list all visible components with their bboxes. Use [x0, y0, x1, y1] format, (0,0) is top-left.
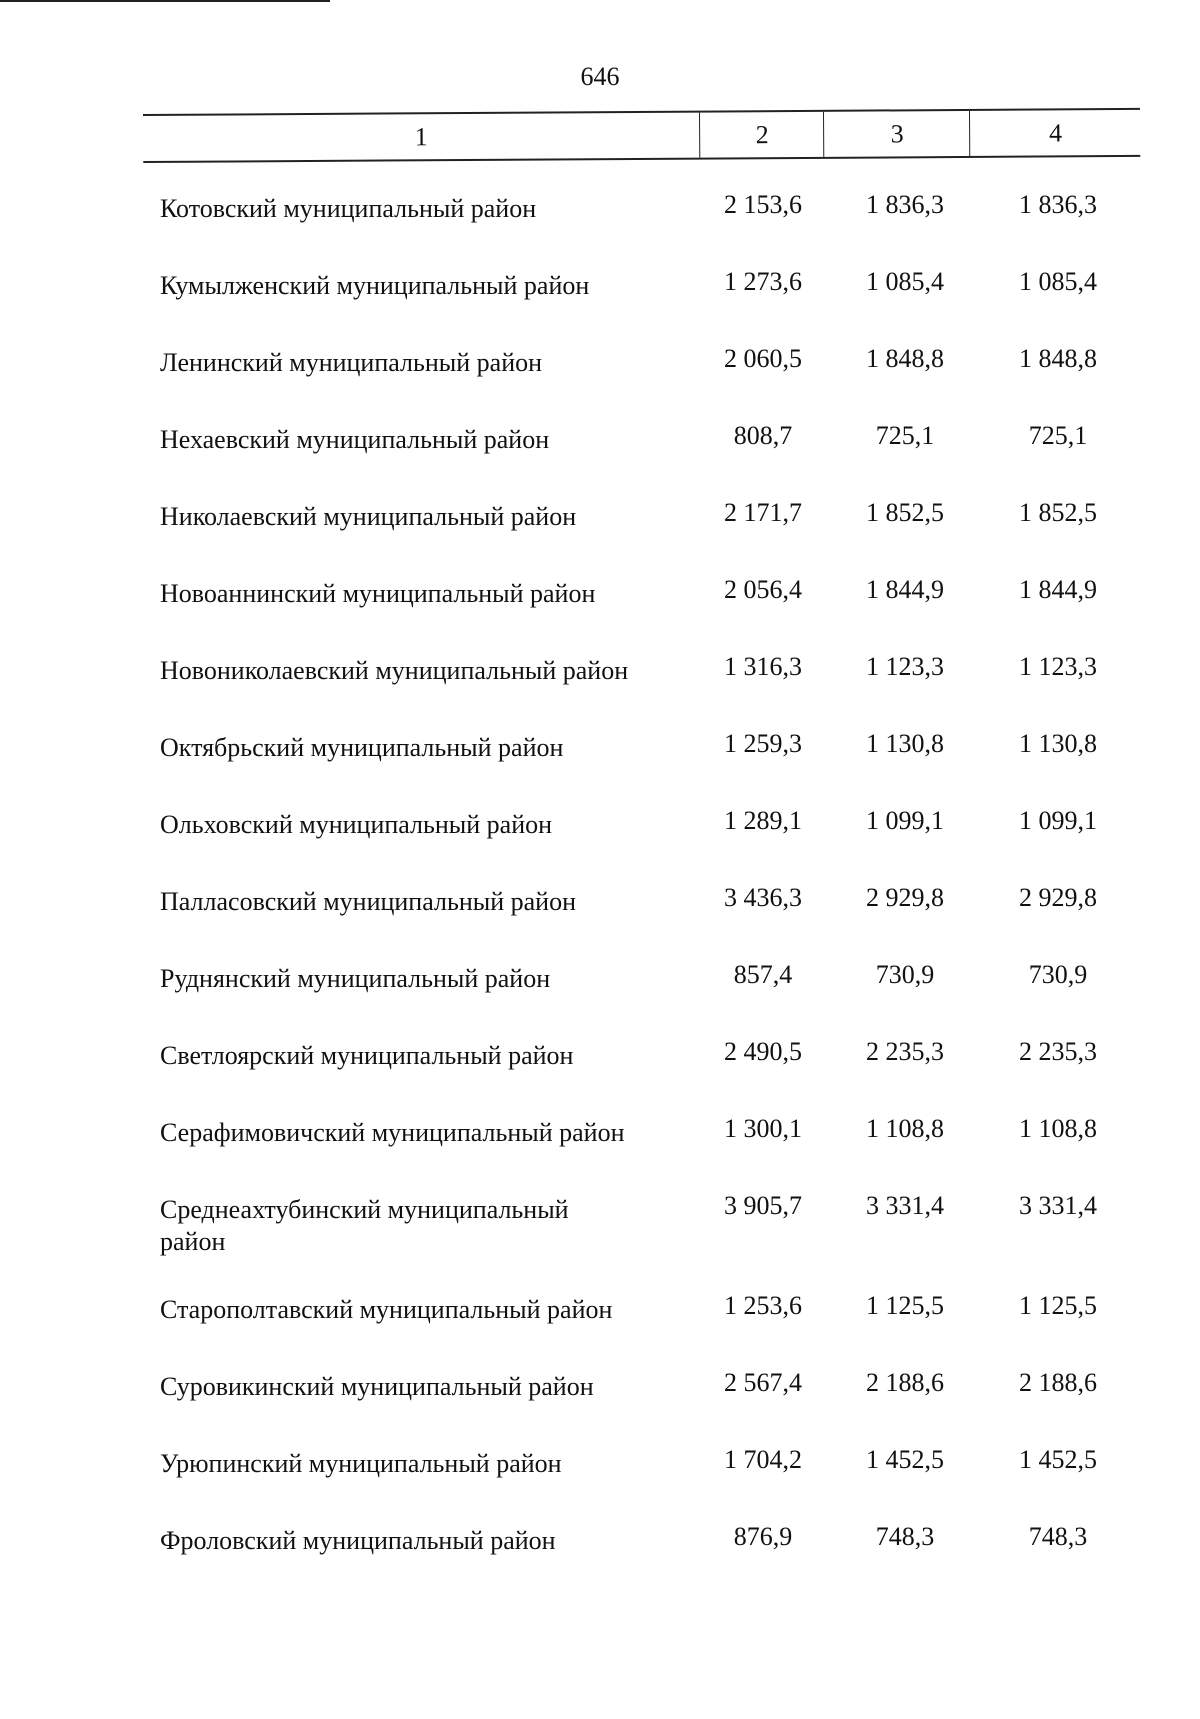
district-name: Урюпинский муниципальный район	[160, 1449, 562, 1478]
district-name: Среднеахтубинский муниципальный район	[160, 1195, 569, 1256]
value-col-3: 730,9	[875, 960, 935, 989]
value-col-3: 3 331,4	[866, 1191, 944, 1220]
table-row	[143, 876, 1140, 953]
value-col-4: 1 452,5	[1019, 1445, 1097, 1474]
table-header	[143, 108, 1140, 163]
value-col-4: 1 852,5	[1019, 498, 1097, 527]
value-col-3: 2 235,3	[866, 1037, 944, 1066]
value-col-2: 1 289,1	[724, 806, 802, 835]
district-name: Новоаннинский муниципальный район	[160, 579, 596, 608]
table-row	[143, 260, 1140, 337]
district-name: Новониколаевский муниципальный район	[160, 656, 629, 685]
table-row	[143, 491, 1140, 568]
table-row	[143, 1438, 1140, 1515]
header-col-3: 3	[823, 111, 970, 157]
value-col-3: 1 836,3	[866, 190, 944, 219]
page-corner-line	[0, 0, 330, 2]
value-col-4: 2 188,6	[1019, 1368, 1097, 1397]
district-name: Светлоярский муниципальный район	[160, 1041, 574, 1070]
district-name: Палласовский муниципальный район	[160, 887, 576, 916]
value-col-2: 2 056,4	[724, 575, 802, 604]
value-col-4: 1 848,8	[1019, 344, 1097, 373]
table-row	[143, 1030, 1140, 1107]
value-col-4: 748,3	[1028, 1522, 1088, 1551]
table-row	[143, 1515, 1140, 1592]
district-name: Николаевский муниципальный район	[160, 502, 577, 531]
district-name: Нехаевский муниципальный район	[160, 425, 550, 454]
value-col-2: 2 171,7	[724, 498, 802, 527]
value-col-2: 3 436,3	[724, 883, 802, 912]
value-col-3: 748,3	[875, 1522, 935, 1551]
table-row	[143, 1107, 1140, 1184]
table-row	[143, 799, 1140, 876]
value-col-4: 2 929,8	[1019, 883, 1097, 912]
table-row	[143, 568, 1140, 645]
value-col-4: 1 125,5	[1019, 1291, 1097, 1320]
table-row	[143, 1184, 1140, 1284]
table-row	[143, 722, 1140, 799]
district-name: Кумылженский муниципальный район	[160, 271, 590, 300]
value-col-2: 2 153,6	[724, 190, 802, 219]
district-name: Руднянский муниципальный район	[160, 964, 551, 993]
value-col-3: 1 108,8	[866, 1114, 944, 1143]
value-col-2: 1 259,3	[724, 729, 802, 758]
value-col-2: 876,9	[733, 1522, 793, 1551]
table-row	[143, 414, 1140, 491]
value-col-3: 1 848,8	[866, 344, 944, 373]
value-col-4: 2 235,3	[1019, 1037, 1097, 1066]
value-col-2: 2 567,4	[724, 1368, 802, 1397]
table-row	[143, 337, 1140, 414]
value-col-3: 1 852,5	[866, 498, 944, 527]
table-row	[143, 183, 1140, 260]
value-col-2: 1 704,2	[724, 1445, 802, 1474]
value-col-2: 2 060,5	[724, 344, 802, 373]
district-name: Суровикинский муниципальный район	[160, 1372, 594, 1401]
value-col-4: 725,1	[1028, 421, 1088, 450]
value-col-2: 1 316,3	[724, 652, 802, 681]
value-col-4: 1 108,8	[1019, 1114, 1097, 1143]
header-col-1: 1	[414, 122, 428, 152]
value-col-3: 1 125,5	[866, 1291, 944, 1320]
value-col-3: 2 929,8	[866, 883, 944, 912]
value-col-3: 1 085,4	[866, 267, 944, 296]
value-col-4: 3 331,4	[1019, 1191, 1097, 1220]
table-body	[143, 183, 1140, 1592]
district-name: Фроловский муниципальный район	[160, 1526, 556, 1555]
value-col-3: 2 188,6	[866, 1368, 944, 1397]
district-name: Котовский муниципальный район	[160, 194, 537, 223]
page-number: 646	[580, 62, 620, 91]
table-row	[143, 645, 1140, 722]
value-col-2: 2 490,5	[724, 1037, 802, 1066]
table-row	[143, 1284, 1140, 1361]
data-table	[143, 114, 1140, 1592]
header-col-2: 2	[699, 112, 824, 158]
value-col-4: 730,9	[1028, 960, 1088, 989]
district-name: Ольховский муниципальный район	[160, 810, 553, 839]
value-col-3: 1 123,3	[866, 652, 944, 681]
district-name: Октябрьский муниципальный район	[160, 733, 564, 762]
value-col-4: 1 099,1	[1019, 806, 1097, 835]
header-col-4: 4	[969, 110, 1141, 156]
value-col-2: 3 905,7	[724, 1191, 802, 1220]
value-col-2: 857,4	[733, 960, 793, 989]
value-col-3: 1 130,8	[866, 729, 944, 758]
district-name: Серафимовичский муниципальный район	[160, 1118, 625, 1147]
value-col-4: 1 130,8	[1019, 729, 1097, 758]
value-col-2: 808,7	[733, 421, 793, 450]
value-col-4: 1 123,3	[1019, 652, 1097, 681]
value-col-4: 1 085,4	[1019, 267, 1097, 296]
value-col-3: 1 844,9	[866, 575, 944, 604]
district-name: Старополтавский муниципальный район	[160, 1295, 613, 1324]
value-col-3: 1 099,1	[866, 806, 944, 835]
value-col-2: 1 300,1	[724, 1114, 802, 1143]
value-col-3: 1 452,5	[866, 1445, 944, 1474]
table-row	[143, 953, 1140, 1030]
table-row	[143, 1361, 1140, 1438]
value-col-2: 1 253,6	[724, 1291, 802, 1320]
district-name: Ленинский муниципальный район	[160, 348, 543, 377]
value-col-4: 1 844,9	[1019, 575, 1097, 604]
value-col-2: 1 273,6	[724, 267, 802, 296]
value-col-4: 1 836,3	[1019, 190, 1097, 219]
value-col-3: 725,1	[875, 421, 935, 450]
